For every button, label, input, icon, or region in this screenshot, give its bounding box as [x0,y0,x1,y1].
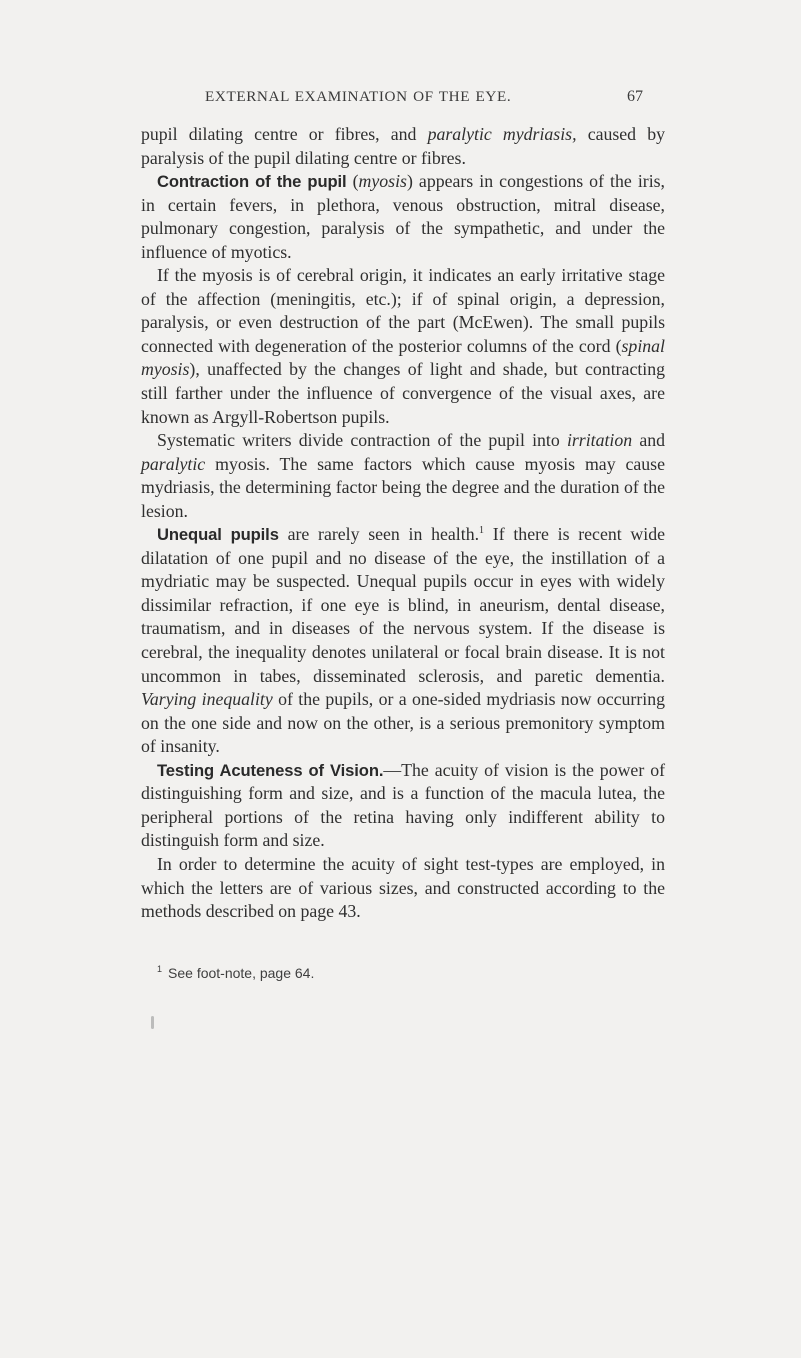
text-span: If there is recent wide dilatation of one pupil and no disease of the eye, the instillation of a mydriatic may be suspected. Unequal pupils occur in eyes with widely dissimilar refraction, if one eye is blind, in aneurism, dental disease, traumatism, and in diseases of the nervous system. If the disease is cerebral, the inequality denotes unilateral or focal brain disease. It is not uncommon in tabes, disseminated sclerosis, and paretic dementia. [141,524,665,686]
run-in-heading: Unequal pupils [157,525,279,545]
italic-term: paralytic [141,453,206,474]
paragraph-mydriasis-continuation [141,123,665,170]
text-span: caused by paralysis of the pupil dilating centre or fibres. [141,124,665,168]
text-span: of the pupils, or a one-sided mydriasis now occurring on the one side and now on the other, is a serious premonitory symptom of insanity. [141,689,665,757]
footnote-mark: 1 [157,964,163,975]
run-in-heading: Contraction of the pupil [157,172,347,192]
page-header [0,88,801,112]
text-span: Systematic writers divide contraction of the pupil into [157,430,567,451]
page-number: 67 [627,88,643,105]
text-span: —The acuity of vision is the power of distinguishing form and size, and is a function of the macula lutea, the peripheral portions of the retina having only indifferent ability to distinguish form and size. [141,759,666,851]
text-span: ) appears in congestions of the iris, in certain fevers, in plethora, venous obstruction, mitral disease, pulmonary congestion, paralysis of the sympathetic, and under the influence of myotics. [141,171,666,262]
paragraph-myosis-origin [141,264,665,429]
text-span: and [632,430,665,451]
paragraph-test-types [141,853,665,924]
text-span: are rarely seen in health. [278,524,480,545]
paragraph-testing-acuteness [141,759,665,853]
text-span: pupil dilating centre or fibres, and [141,124,428,144]
running-head: EXTERNAL EXAMINATION OF THE EYE. [205,88,512,105]
text-span: If the myosis is of cerebral origin, it indicates an early irritative stage of the affection (meningitis, etc.); if of spinal origin, a depression, paralysis, or even destruction of the part (McEwen). The small pupils connected with degeneration of the posterior columns of the cord ( [141,265,665,356]
footnote [157,965,314,981]
italic-term: spinal myosis [141,335,665,380]
paragraph-contraction-of-pupil [141,170,665,264]
paragraph-systematic-writers [141,429,665,523]
paragraph-unequal-pupils [141,523,665,758]
footnote-text: See foot-note, page 64. [168,965,315,981]
print-blemish [151,1016,154,1029]
italic-term: irritation [566,430,633,451]
footnote-reference: 1 [479,525,485,537]
italic-term: paralytic mydriasis, [427,124,577,144]
run-in-heading: Testing Acuteness of Vision. [157,760,384,780]
text-span: In order to determine the acuity of sight test-types are employed, in which the letters are of various sizes, and constructed according to the methods described on page 43. [141,853,665,922]
italic-term: myosis [358,171,407,192]
body-text [141,123,665,924]
text-span: ( [346,171,359,192]
italic-term: Varying inequality [141,689,273,710]
text-span: myosis. The same factors which cause myosis may cause mydriasis, the determining factor being the degree and the duration of the lesion. [141,453,665,521]
text-span: ), unaffected by the changes of light and shade, but contracting still farther under the influence of convergence of the visual axes, are known as Argyll-Robertson pupils. [141,359,665,427]
